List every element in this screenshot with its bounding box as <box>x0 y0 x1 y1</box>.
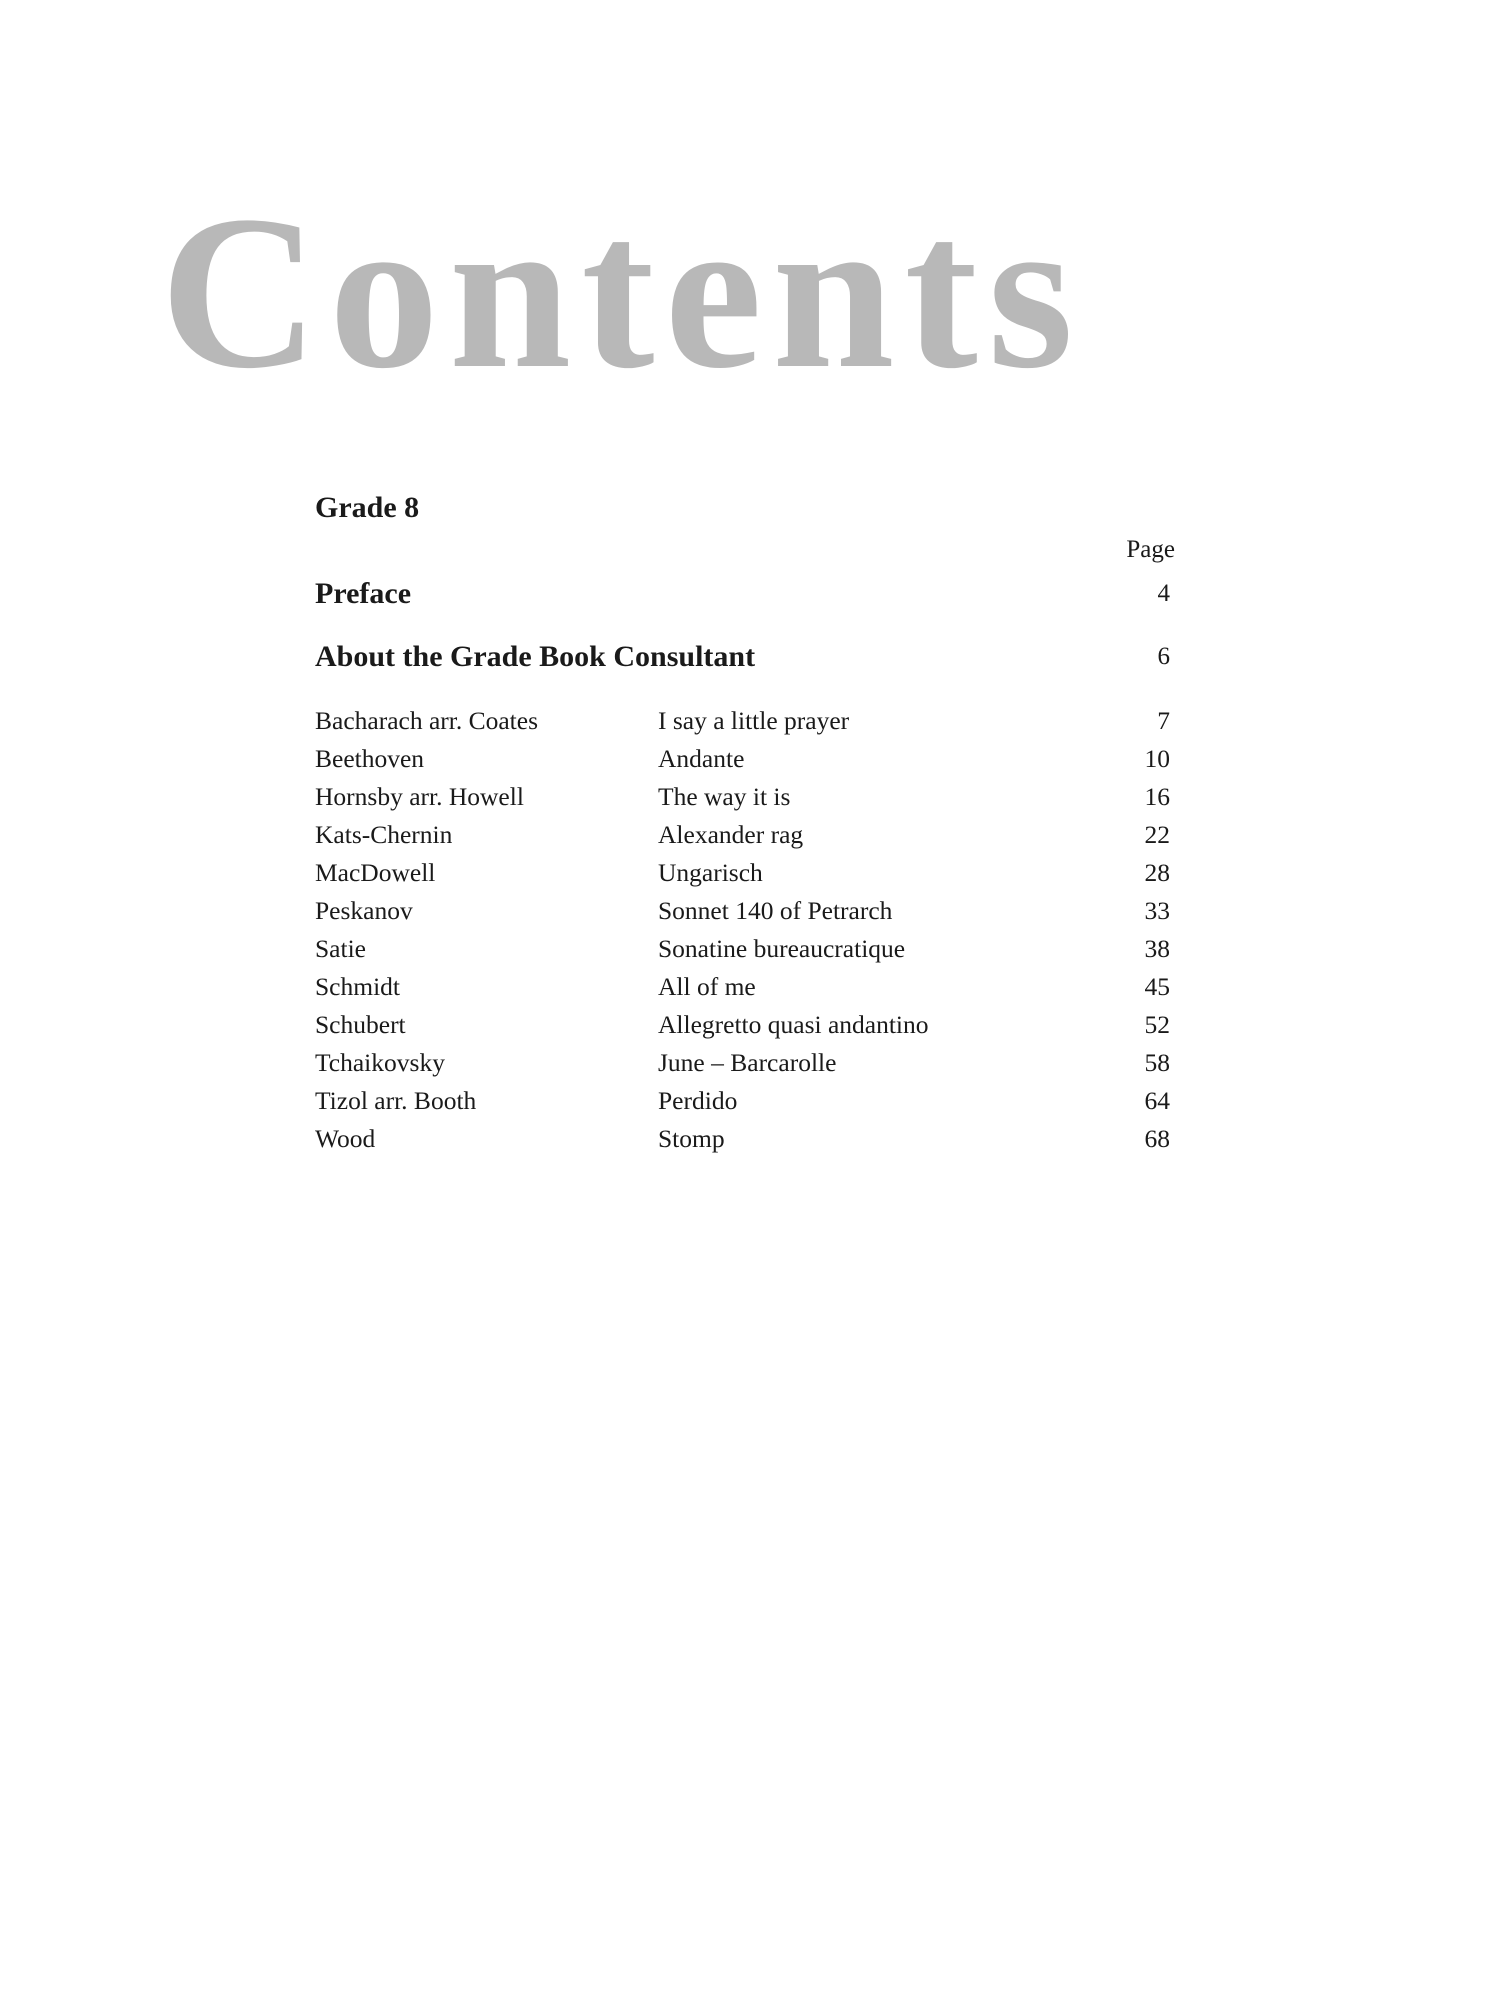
page-number: 68 <box>1144 1124 1170 1153</box>
piece-title: Alexander rag <box>658 820 804 849</box>
page-number: 10 <box>1144 744 1170 773</box>
page-number: 16 <box>1144 782 1170 811</box>
list-item <box>315 1120 1170 1158</box>
piece-title: Ungarisch <box>658 858 763 887</box>
list-item <box>315 854 1170 892</box>
piece-title: Allegretto quasi andantino <box>658 1010 929 1039</box>
composer-name: Peskanov <box>315 896 413 925</box>
page-number: 33 <box>1144 896 1170 925</box>
page-number: 28 <box>1144 858 1170 887</box>
composer-name: Wood <box>315 1124 376 1153</box>
composer-name: Schubert <box>315 1010 406 1039</box>
composer-name: Schmidt <box>315 972 401 1001</box>
list-item <box>315 930 1170 968</box>
section-page-number: 6 <box>1157 643 1170 670</box>
composer-name: Hornsby arr. Howell <box>315 782 524 811</box>
list-item <box>315 740 1170 778</box>
piece-title: June – Barcarolle <box>658 1048 837 1077</box>
page-number: 52 <box>1144 1010 1170 1039</box>
composer-name: Kats-Chernin <box>315 820 453 849</box>
composer-name: Bacharach arr. Coates <box>315 706 539 735</box>
list-item <box>315 702 1170 740</box>
list-item <box>315 816 1170 854</box>
page-number: 64 <box>1144 1086 1170 1115</box>
page-number: 7 <box>1157 706 1170 735</box>
composer-name: MacDowell <box>315 858 436 887</box>
page-number: 22 <box>1144 820 1170 849</box>
list-item <box>315 892 1170 930</box>
composer-name: Satie <box>315 934 366 963</box>
list-item <box>315 1082 1170 1120</box>
piece-title: Sonatine bureaucratique <box>658 934 906 963</box>
composer-name: Beethoven <box>315 744 425 773</box>
composer-name: Tizol arr. Booth <box>315 1086 477 1115</box>
list-item <box>315 778 1170 816</box>
piece-title: Sonnet 140 of Petrarch <box>658 896 893 925</box>
section-title: Preface <box>315 577 412 610</box>
piece-title: I say a little prayer <box>658 706 850 735</box>
page-column-label: Page <box>1126 536 1175 563</box>
piece-title: Perdido <box>658 1086 738 1115</box>
piece-title: Stomp <box>658 1124 725 1153</box>
page-number: 58 <box>1144 1048 1170 1077</box>
section-title: About the Grade Book Consultant <box>315 640 756 673</box>
section-page-number: 4 <box>1157 580 1170 607</box>
piece-title: Andante <box>658 744 745 773</box>
page-number: 45 <box>1144 972 1170 1001</box>
piece-title: The way it is <box>658 782 791 811</box>
piece-list <box>315 702 1170 1158</box>
list-item <box>315 1044 1170 1082</box>
composer-name: Tchaikovsky <box>315 1048 445 1077</box>
section-row-preface <box>315 572 1170 616</box>
list-item <box>315 968 1170 1006</box>
section-row-about-consultant <box>315 635 1170 679</box>
list-item <box>315 1006 1170 1044</box>
page-number: 38 <box>1144 934 1170 963</box>
page-title: Contents <box>160 170 1084 414</box>
grade-heading: Grade 8 <box>315 491 420 524</box>
piece-title: All of me <box>658 972 756 1001</box>
